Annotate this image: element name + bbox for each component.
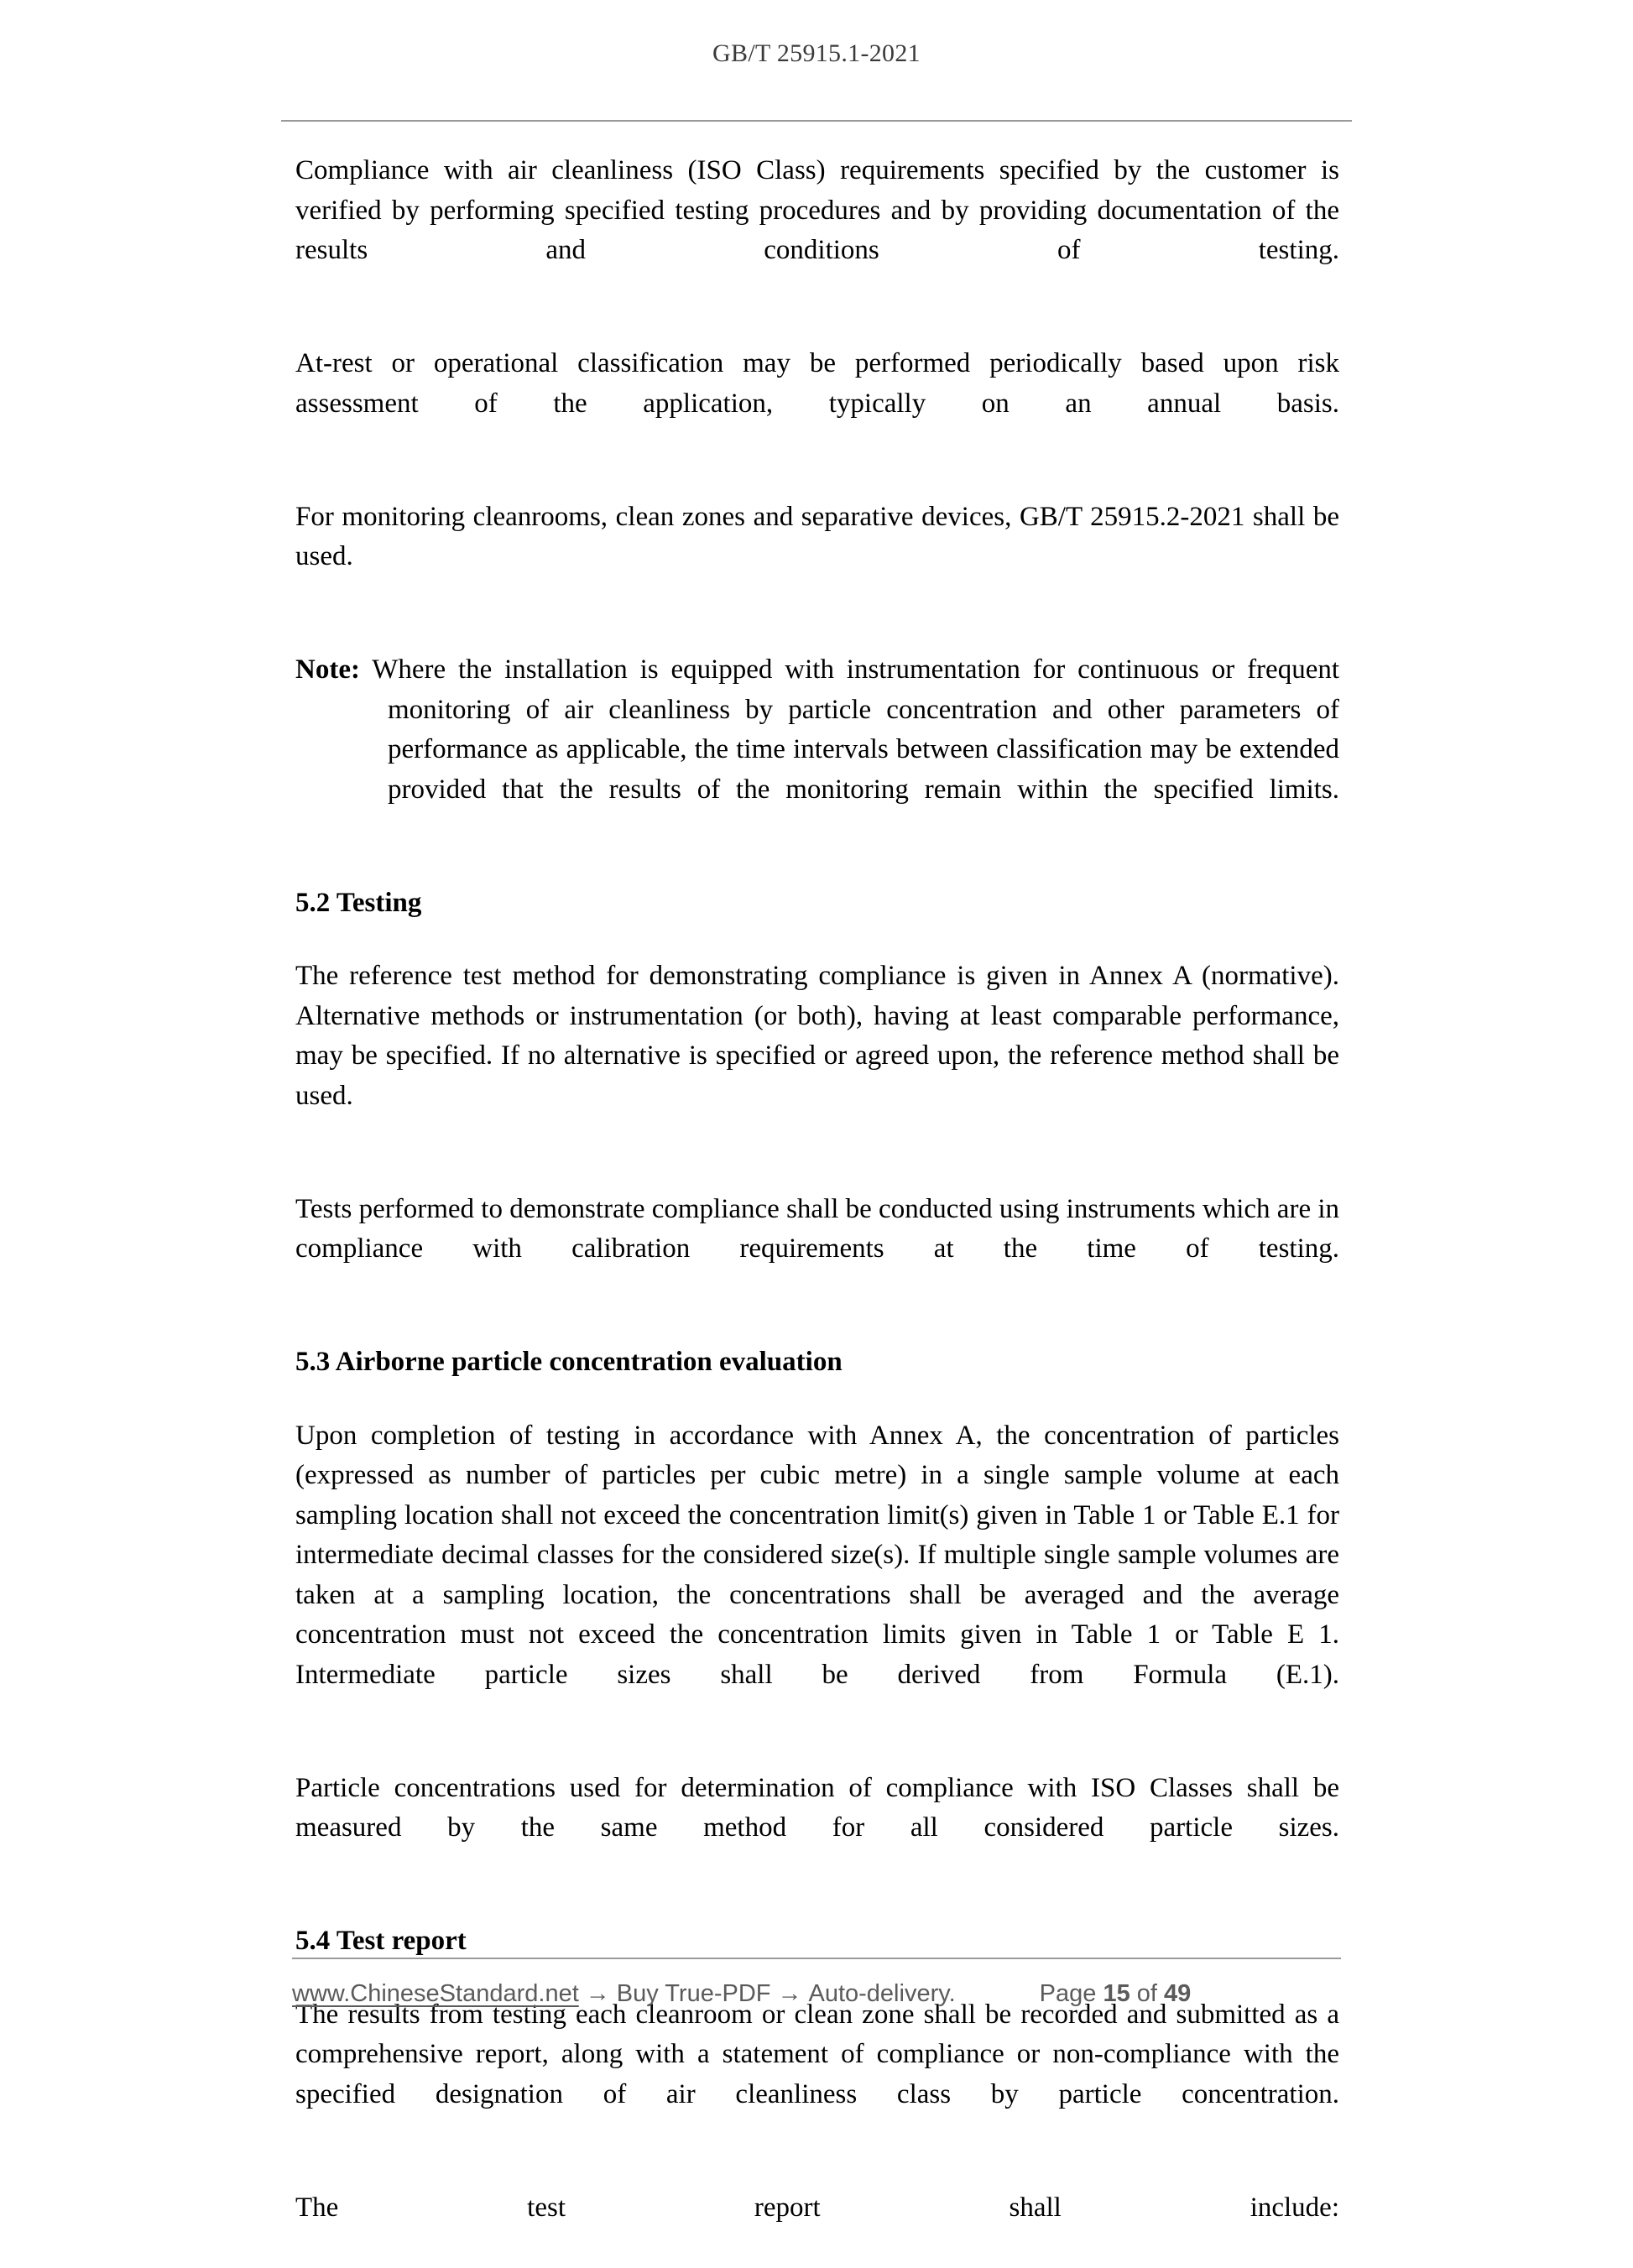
note-label: Note: — [295, 654, 360, 685]
footer-promo-auto-delivery: Auto-delivery. — [808, 1980, 956, 2007]
header-divider — [281, 120, 1352, 122]
arrow-right-icon: → — [585, 1980, 610, 2007]
footer-divider — [292, 1958, 1341, 1959]
paragraph-compliance: Compliance with air cleanliness (ISO Class) requirements specified by the customer is verified by performing specified testing procedures and by providing documentation of the results and conditions of testing. — [295, 155, 1339, 265]
footer-promo — [292, 1980, 956, 2008]
arrow-right-icon-2: → — [777, 1980, 802, 2007]
of-label: of — [1136, 1980, 1157, 2007]
current-page-number: 15 — [1103, 1980, 1130, 2007]
page-label: Page — [1039, 1980, 1097, 2007]
document-body — [295, 151, 1339, 2268]
paragraph-instrument-calibration: Tests performed to demonstrate compliance shall be conducted using instruments which are in compliance with calibration requirements at the time of testing. — [295, 1193, 1340, 1264]
page-indicator — [1040, 1980, 1192, 2008]
paragraph-concentration-limits: Upon completion of testing in accordance with Annex A, the concentration of particles (expressed as number of particles per cubic metre) in a single sample volume at each sampling location shall not exceed the concentration limit(s) given in Table 1 or Table E.1 for intermediate decimal classes for the considered size(s). If multiple single sample volumes are taken at a sampling location, the concentrations shall be averaged and the average concentration must not exceed the concentration limits given in Table 1 or Table E 1. Intermediate particle sizes shall be derived from Formula (E.1). — [295, 1420, 1339, 1690]
standard-code-title: GB/T 25915.1-2021 — [712, 39, 921, 67]
heading-5-3-airborne-particle-concentration-evaluation: 5.3 Airborne particle concentration evaluation — [295, 1347, 843, 1377]
note-spacer — [360, 654, 372, 685]
chinesestandard-link[interactable]: www.ChineseStandard.net — [292, 1980, 579, 2007]
page-header — [281, 37, 1352, 70]
paragraph-monitoring-reference: For monitoring cleanrooms, clean zones and separative devices, GB/T 25915.2-2021 shall be used. — [295, 501, 1339, 571]
note-block — [295, 650, 1339, 850]
total-page-count: 49 — [1164, 1980, 1192, 2007]
heading-5-4-test-report: 5.4 Test report — [295, 1926, 467, 1956]
paragraph-reference-test-method: The reference test method for demonstrating compliance is given in Annex A (normative). Alternative methods or instrumentation (or both), having at least comparable performance, may be specified. If no alternative is specified or agreed upon, the reference method shall be used. — [295, 961, 1339, 1111]
footer-promo-buy-true-pdf: Buy True-PDF — [616, 1980, 771, 2007]
paragraph-at-rest-classification: At-rest or operational classification may be performed periodically based upon risk assessment of the application, typically on an annual basis. — [295, 348, 1339, 419]
heading-5-2-testing: 5.2 Testing — [295, 887, 422, 918]
paragraph-measurement-method: Particle concentrations used for determination of compliance with ISO Classes shall be measured by the same method for all considered particle sizes. — [295, 1772, 1339, 1843]
paragraph-test-report-include: The test report shall include: — [295, 2192, 1339, 2223]
page-footer — [292, 1980, 1341, 2008]
note-text: Where the installation is equipped with instrumentation for continuous or frequent monitoring of air cleanliness by particle concentration and other parameters of performance as applicable, the time intervals between classification may be extended provided that the results of the monitoring remain within the specified limits. — [372, 654, 1340, 805]
paragraph-test-report-submission: The results from testing each cleanroom or clean zone shall be recorded and submitted as a comprehensive report, along with a statement of compliance or non-compliance with the specified designation of air cleanliness class by particle concentration. — [295, 1999, 1339, 2109]
